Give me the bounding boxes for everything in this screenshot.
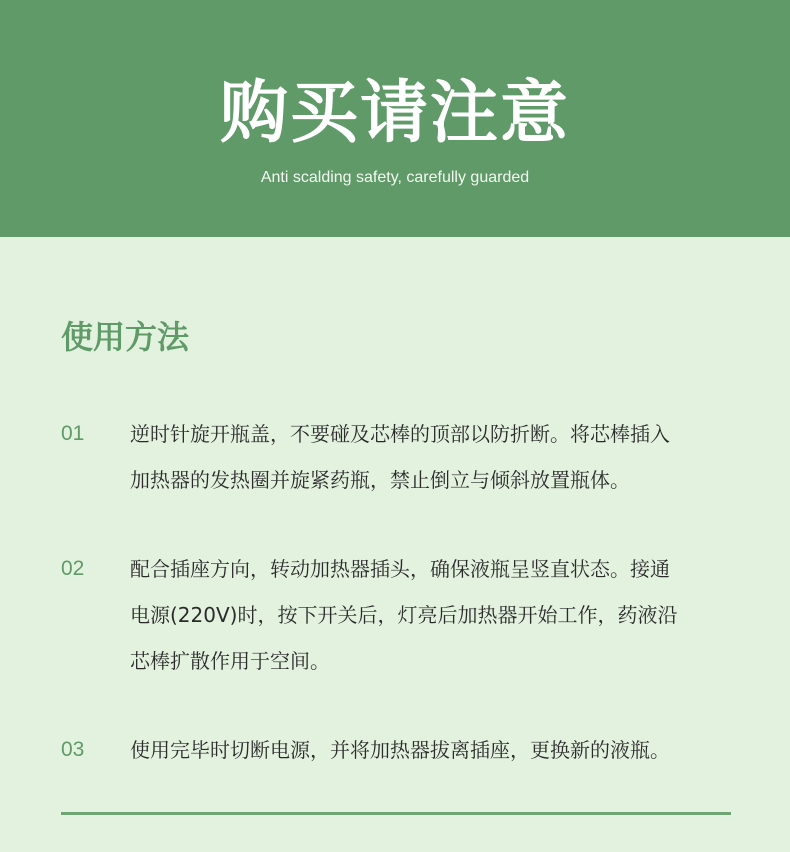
page-subtitle: Anti scalding safety, carefully guarded (260, 169, 530, 186)
step-text-line: 逆时针旋开瓶盖，不要碰及芯棒的顶部以防折断。将芯棒插入 (130, 422, 670, 446)
step-text-line: 加热器的发热圈并旋紧药瓶，禁止倒立与倾斜放置瓶体。 (130, 468, 630, 492)
section-title: 使用方法 (61, 318, 190, 356)
step-text-line: 芯棒扩散作用于空间。 (130, 649, 330, 673)
step-text-line: 配合插座方向，转动加热器插头，确保液瓶呈竖直状态。接通 (130, 557, 670, 581)
step-text (130, 546, 740, 684)
page-title: 购买请注意 (219, 74, 570, 153)
header-banner (0, 0, 790, 237)
step-number: 02 (61, 557, 85, 580)
step-number: 03 (61, 738, 85, 761)
divider (61, 812, 731, 815)
step-number: 01 (61, 422, 85, 445)
step-text-line: 使用完毕时切断电源，并将加热器拔离插座，更换新的液瓶。 (130, 738, 670, 762)
step-text (130, 411, 740, 503)
step-text-line: 电源(220V)时，按下开关后，灯亮后加热器开始工作，药液沿 (130, 603, 678, 627)
step-text (130, 727, 740, 773)
